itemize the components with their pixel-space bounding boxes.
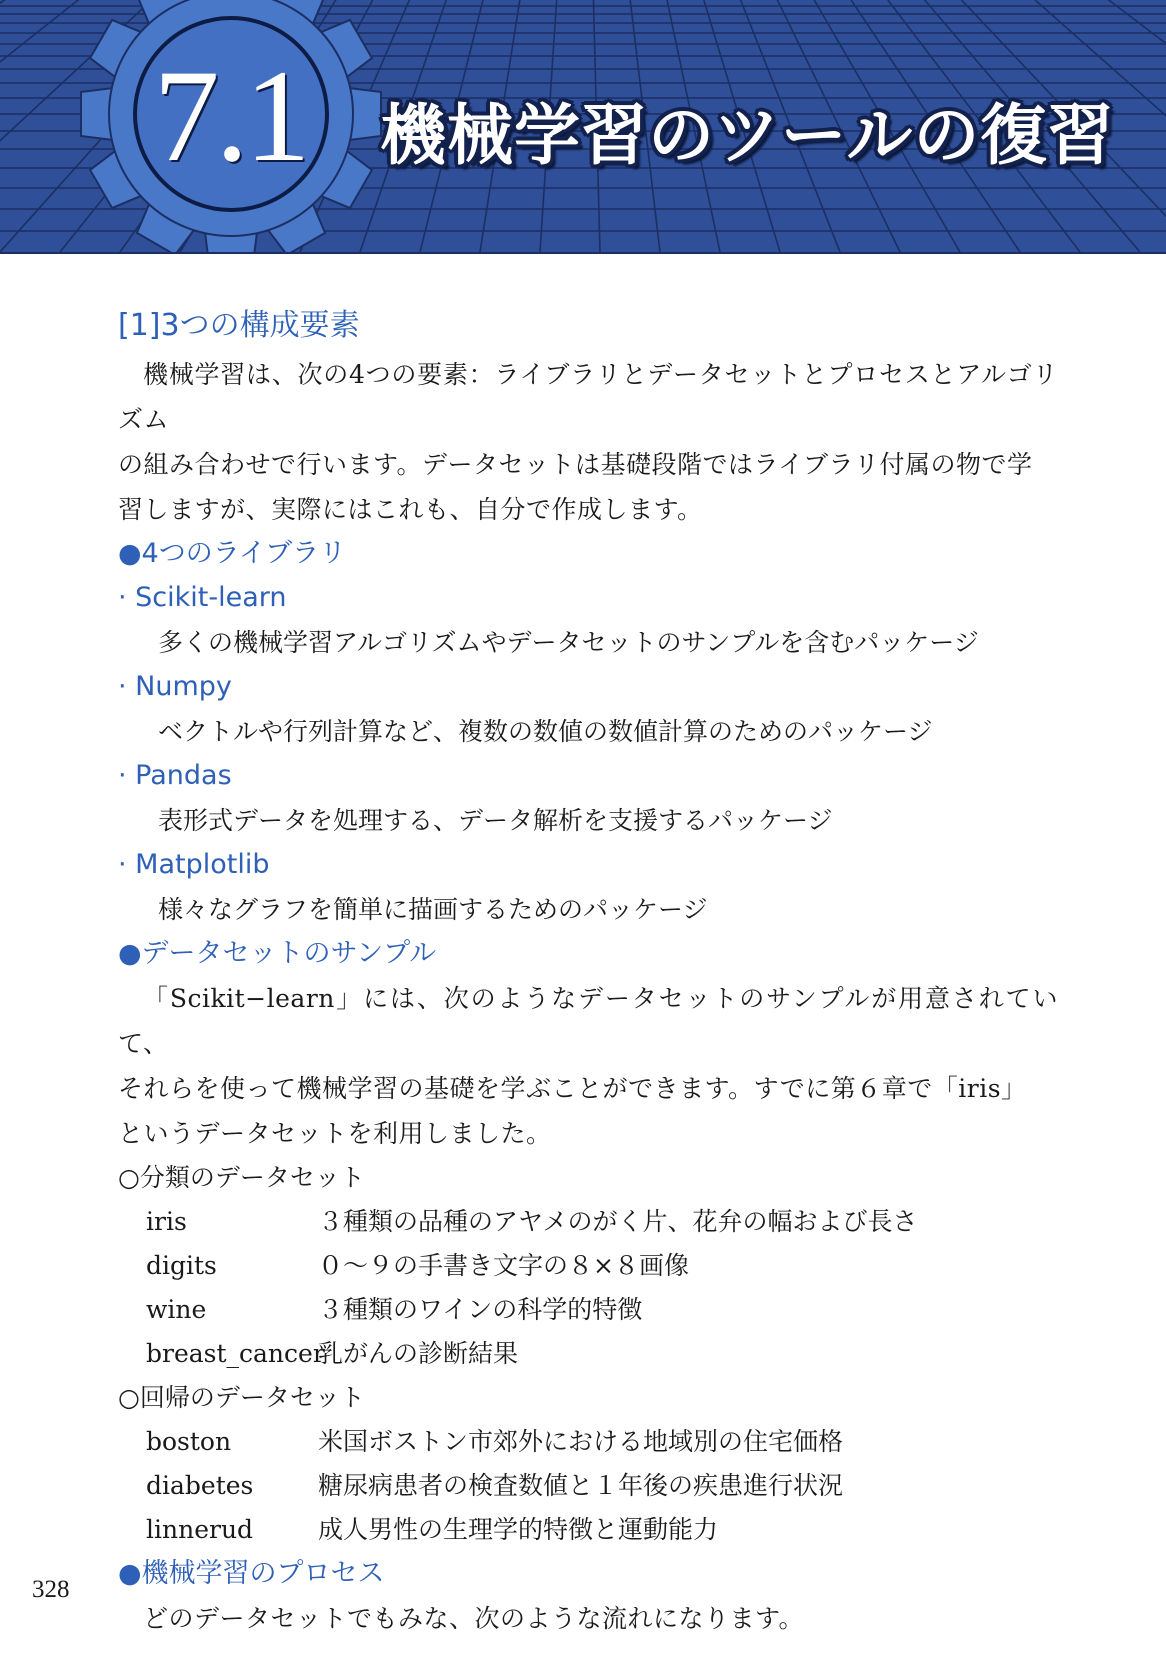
library-item — [118, 843, 1058, 932]
library-item — [118, 576, 1058, 665]
process-heading: ●機械学習のプロセス — [118, 1558, 385, 1589]
datasets-line: というデータセットを利用しました。 — [118, 1119, 552, 1148]
dataset-row — [118, 1332, 1058, 1376]
library-name: · Numpy — [118, 671, 232, 702]
dataset-description: 米国ボストン市郊外における地域別の住宅価格 — [318, 1427, 844, 1456]
dataset-name: linnerud — [146, 1515, 254, 1544]
process-paragraph — [118, 1596, 1058, 1641]
library-item — [118, 754, 1058, 843]
datasets-heading: ●データセットのサンプル — [118, 938, 437, 969]
dataset-name: boston — [146, 1427, 232, 1456]
dataset-name: breast_cancer — [146, 1339, 325, 1368]
dataset-row — [118, 1420, 1058, 1464]
library-item — [118, 665, 1058, 754]
process-text: どのデータセットでもみな、次のような流れになります。 — [143, 1604, 805, 1633]
intro-line: 機械学習は、次の4つの要素：ライブラリとデータセットとプロセスとアルゴリズム — [118, 360, 1058, 434]
intro-line: 習しますが、実際にはこれも、自分で作成します。 — [118, 495, 703, 524]
page-title: 機械学習のツールの復習 — [380, 97, 1115, 174]
library-name: · Scikit-learn — [118, 582, 287, 613]
dataset-description: 成人男性の生理学的特徴と運動能力 — [318, 1515, 719, 1544]
dataset-description: 糖尿病患者の検査数値と１年後の疾患進行状況 — [318, 1471, 844, 1500]
page-number: 328 — [32, 1576, 70, 1603]
library-description: ベクトルや行列計算など、複数の数値の数値計算のためのパッケージ — [158, 717, 933, 746]
classification-heading: ○分類のデータセット — [118, 1163, 365, 1192]
dataset-name: diabetes — [146, 1471, 254, 1500]
dataset-row — [118, 1288, 1058, 1332]
intro-paragraph — [118, 352, 1058, 532]
dataset-name: iris — [146, 1207, 187, 1236]
section-number: 7.1 — [153, 41, 307, 189]
dataset-description: ０～９の手書き文字の８×８画像 — [318, 1251, 689, 1280]
dataset-description: 乳がんの診断結果 — [318, 1339, 519, 1368]
dataset-row — [118, 1244, 1058, 1288]
libraries-heading: ●4つのライブラリ — [118, 538, 347, 569]
main-content — [118, 300, 1058, 1641]
regression-heading: ○回帰のデータセット — [118, 1383, 365, 1412]
datasets-line: それらを使って機械学習の基礎を学ぶことができます。すでに第６章で「iris」 — [118, 1074, 1027, 1103]
library-description: 表形式データを処理する、データ解析を支援するパッケージ — [158, 806, 833, 835]
datasets-paragraph — [118, 976, 1058, 1156]
dataset-row — [118, 1464, 1058, 1508]
library-description: 様々なグラフを簡単に描画するためのパッケージ — [158, 895, 708, 924]
intro-line: の組み合わせで行います。データセットは基礎段階ではライブラリ付属の物で学 — [118, 450, 1033, 479]
dataset-name: digits — [146, 1251, 217, 1280]
datasets-line: 「Scikit−learn」には、次のようなデータセットのサンプルが用意されていて、 — [118, 984, 1058, 1058]
dataset-description: ３種類のワインの科学的特徴 — [318, 1295, 643, 1324]
library-description: 多くの機械学習アルゴリズムやデータセットのサンプルを含むパッケージ — [158, 628, 979, 657]
library-name: · Matplotlib — [118, 849, 270, 880]
dataset-name: wine — [146, 1295, 207, 1324]
dataset-row — [118, 1200, 1058, 1244]
dataset-description: ３種類の品種のアヤメのがく片、花弁の幅および長さ — [318, 1207, 918, 1236]
chapter-header-band — [0, 0, 1166, 254]
library-name: · Pandas — [118, 760, 232, 791]
dataset-row — [118, 1508, 1058, 1552]
section-heading: [1]3つの構成要素 — [118, 308, 360, 343]
